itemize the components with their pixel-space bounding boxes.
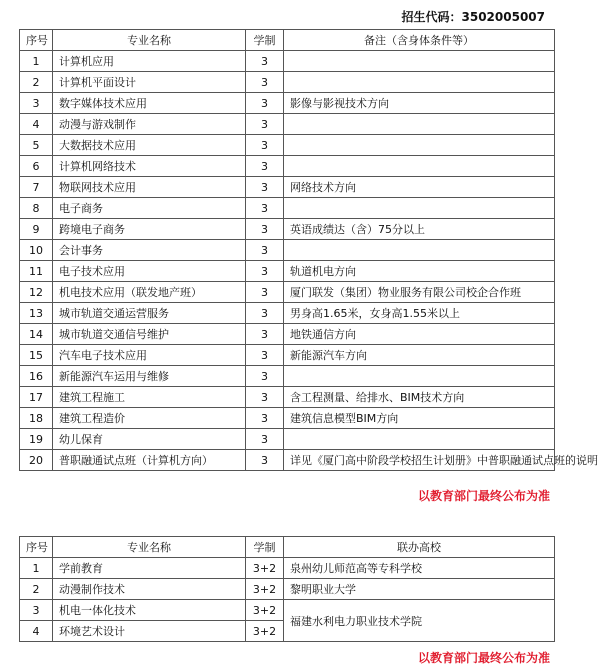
table-row [20,261,555,282]
table-row [20,324,555,345]
cell-index: 13 [20,303,53,324]
table-row [20,72,555,93]
cell-duration: 3 [246,114,284,135]
table-row [20,558,555,579]
cell-index: 6 [20,156,53,177]
table-row [20,240,555,261]
cell-duration: 3 [246,261,284,282]
cell-major: 电子技术应用 [53,261,246,282]
col-header-remarks: 备注（含身体条件等） [284,30,555,51]
cell-duration: 3+2 [246,558,284,579]
cell-remarks [284,198,555,219]
cell-remarks [284,51,555,72]
cell-major: 幼儿保育 [53,429,246,450]
cell-major: 计算机应用 [53,51,246,72]
cell-duration: 3+2 [246,579,284,600]
table-row [20,282,555,303]
table-row [20,177,555,198]
cell-major: 城市轨道交通信号维护 [53,324,246,345]
table-row [20,387,555,408]
cell-duration: 3+2 [246,600,284,621]
table-row [20,579,555,600]
cell-major: 新能源汽车运用与维修 [53,366,246,387]
table-row [20,219,555,240]
cell-index: 5 [20,135,53,156]
cell-major: 电子商务 [53,198,246,219]
cell-duration: 3 [246,345,284,366]
cell-duration: 3 [246,219,284,240]
cell-duration: 3 [246,450,284,471]
cell-remarks: 地铁通信方向 [284,324,555,345]
table-row [20,156,555,177]
cell-index: 4 [20,114,53,135]
cell-duration: 3 [246,177,284,198]
cell-college: 泉州幼儿师范高等专科学校 [284,558,555,579]
disclaimer-note: 以教育部门最终公布为准 [417,489,550,503]
cell-remarks: 网络技术方向 [284,177,555,198]
cell-duration: 3 [246,135,284,156]
disclaimer-note: 以教育部门最终公布为准 [417,651,550,665]
cell-major: 建筑工程施工 [53,387,246,408]
cell-remarks: 详见《厦门高中阶段学校招生计划册》中普职融通试点班的说明 [284,450,555,471]
cell-index: 11 [20,261,53,282]
cell-duration: 3 [246,303,284,324]
cell-index: 3 [20,600,53,621]
cell-major: 机电一体化技术 [53,600,246,621]
cell-index: 9 [20,219,53,240]
table-row [20,135,555,156]
cell-remarks: 男身高1.65米，女身高1.55米以上 [284,303,555,324]
cell-index: 7 [20,177,53,198]
table-row [20,198,555,219]
cell-duration: 3+2 [246,621,284,642]
table-row [20,366,555,387]
cell-index: 3 [20,93,53,114]
cell-duration: 3 [246,198,284,219]
cell-remarks [284,240,555,261]
cell-index: 1 [20,51,53,72]
cell-index: 14 [20,324,53,345]
cell-remarks: 厦门联发（集团）物业服务有限公司校企合作班 [284,282,555,303]
cell-duration: 3 [246,282,284,303]
cell-remarks: 建筑信息模型BIM方向 [284,408,555,429]
cell-index: 2 [20,72,53,93]
cell-index: 2 [20,579,53,600]
cell-remarks [284,366,555,387]
cell-remarks [284,429,555,450]
cell-major: 机电技术应用（联发地产班） [53,282,246,303]
cell-index: 10 [20,240,53,261]
cell-duration: 3 [246,72,284,93]
cell-major: 汽车电子技术应用 [53,345,246,366]
col-header-duration: 学制 [246,30,284,51]
major-table [19,29,598,471]
cell-major: 建筑工程造价 [53,408,246,429]
cell-major: 动漫与游戏制作 [53,114,246,135]
cell-remarks [284,114,555,135]
cell-major: 动漫制作技术 [53,579,246,600]
cell-duration: 3 [246,156,284,177]
table-row [20,114,555,135]
joint-program-table [19,536,555,642]
cell-major: 物联网技术应用 [53,177,246,198]
cell-index: 1 [20,558,53,579]
cell-index: 20 [20,450,53,471]
table-row [20,429,555,450]
cell-duration: 3 [246,387,284,408]
cell-major: 会计事务 [53,240,246,261]
cell-remarks: 影像与影视技术方向 [284,93,555,114]
cell-remarks [284,156,555,177]
table-row [20,600,555,621]
cell-remarks: 含工程测量、给排水、BIM技术方向 [284,387,555,408]
cell-duration: 3 [246,51,284,72]
cell-index: 12 [20,282,53,303]
col-header-major: 专业名称 [53,30,246,51]
cell-index: 8 [20,198,53,219]
cell-college: 黎明职业大学 [284,579,555,600]
cell-major: 环境艺术设计 [53,621,246,642]
table-header-row [20,30,555,51]
cell-major: 学前教育 [53,558,246,579]
cell-major: 数字媒体技术应用 [53,93,246,114]
cell-duration: 3 [246,93,284,114]
cell-duration: 3 [246,408,284,429]
cell-duration: 3 [246,324,284,345]
cell-duration: 3 [246,240,284,261]
cell-duration: 3 [246,366,284,387]
cell-major: 城市轨道交通运营服务 [53,303,246,324]
cell-index: 4 [20,621,53,642]
table-row [20,51,555,72]
cell-major: 普职融通试点班（计算机方向） [53,450,246,471]
enrollment-code: 招生代码：3502005007 [401,10,545,24]
table-row [20,450,555,471]
cell-remarks: 英语成绩达（含）75分以上 [284,219,555,240]
col-header-duration: 学制 [246,537,284,558]
cell-major: 跨境电子商务 [53,219,246,240]
cell-duration: 3 [246,429,284,450]
cell-college-merged: 福建水利电力职业技术学院 [284,600,555,642]
cell-remarks: 新能源汽车方向 [284,345,555,366]
cell-index: 16 [20,366,53,387]
table-header-row [20,537,555,558]
cell-index: 17 [20,387,53,408]
cell-major: 计算机网络技术 [53,156,246,177]
table-row [20,408,555,429]
table-row [20,303,555,324]
col-header-index: 序号 [20,30,53,51]
table-row [20,345,555,366]
col-header-index: 序号 [20,537,53,558]
cell-remarks [284,72,555,93]
cell-index: 15 [20,345,53,366]
table-row [20,93,555,114]
cell-major: 大数据技术应用 [53,135,246,156]
cell-remarks [284,135,555,156]
col-header-major: 专业名称 [53,537,246,558]
cell-index: 18 [20,408,53,429]
cell-major: 计算机平面设计 [53,72,246,93]
cell-remarks: 轨道机电方向 [284,261,555,282]
col-header-college: 联办高校 [284,537,555,558]
cell-index: 19 [20,429,53,450]
